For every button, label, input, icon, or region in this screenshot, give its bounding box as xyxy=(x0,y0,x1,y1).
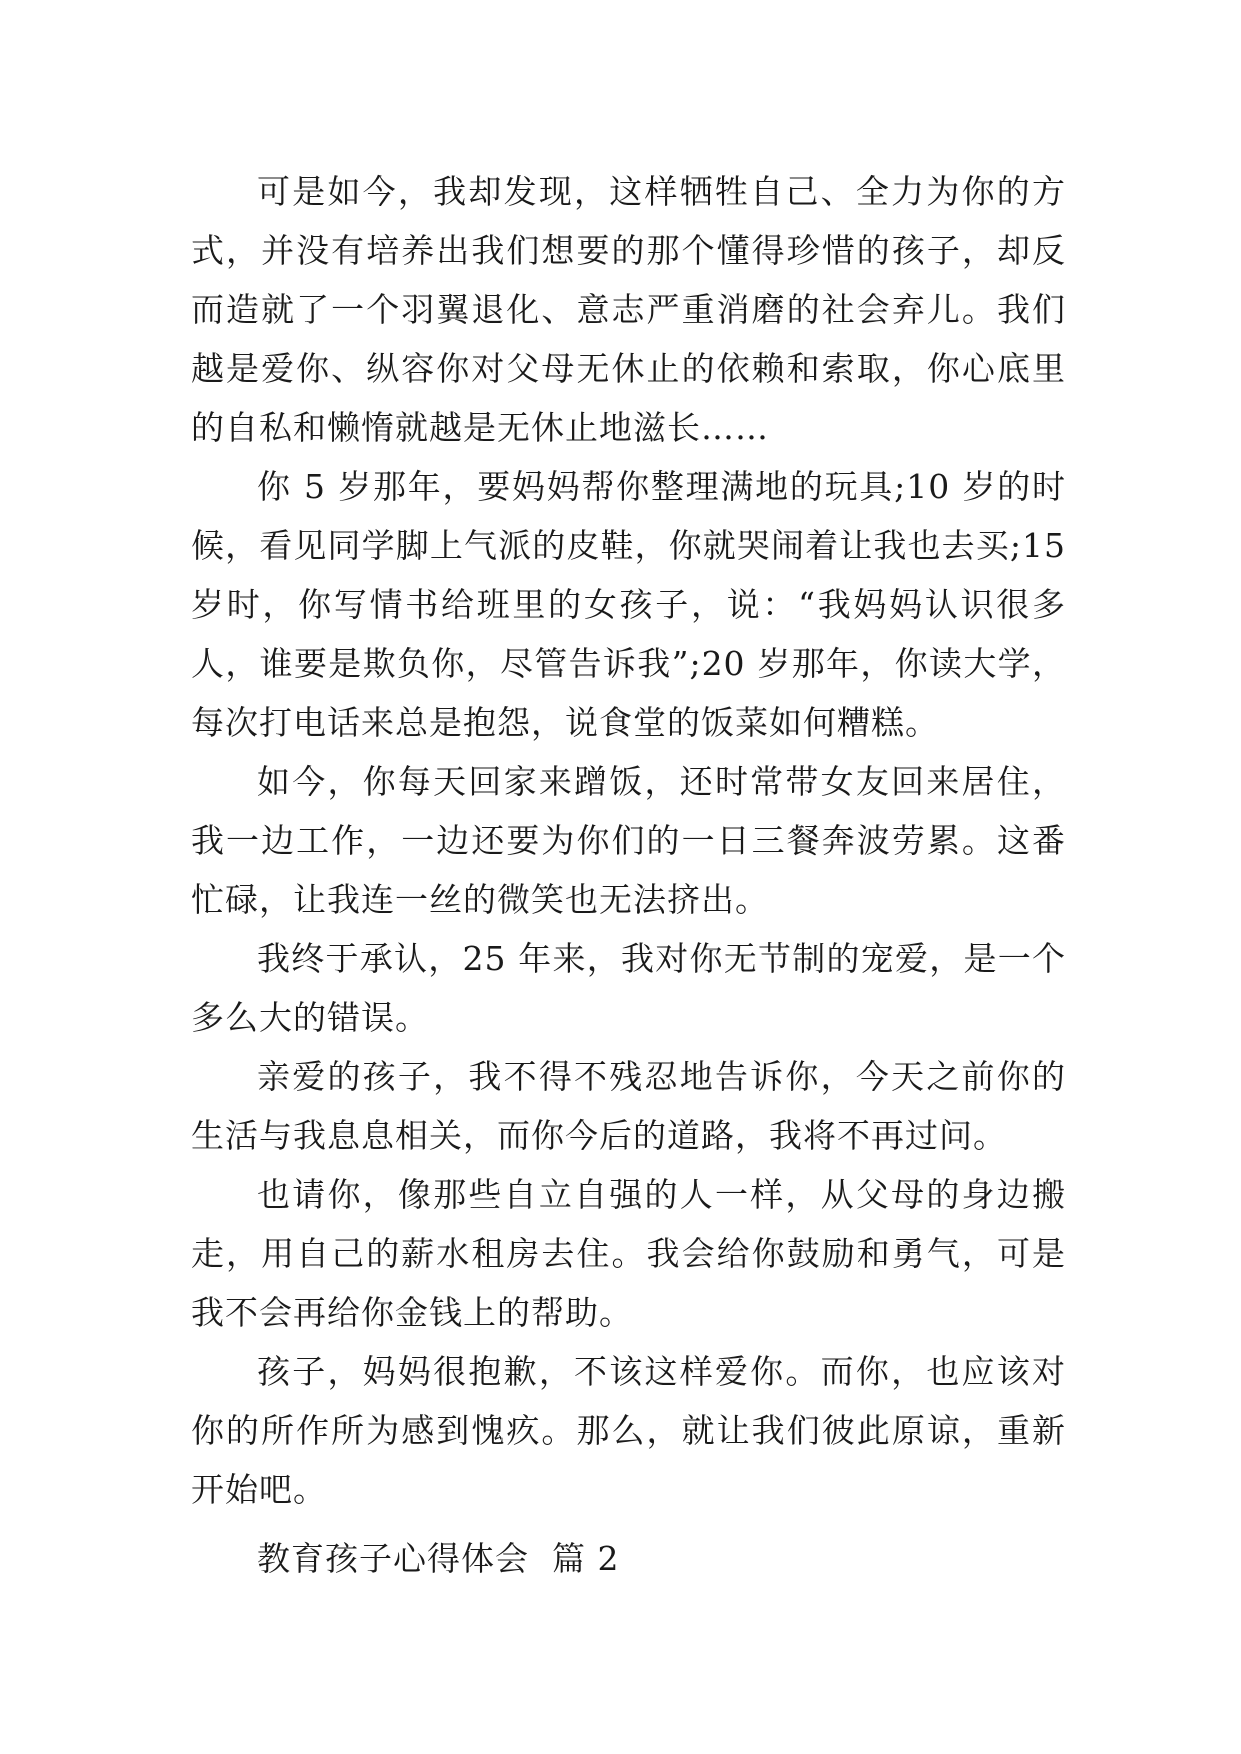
paragraph-1: 可是如今，我却发现，这样牺牲自己、全力为你的方式，并没有培养出我们想要的那个懂得珍惜的孩子，却反而造就了一个羽翼退化、意志严重消磨的社会弃儿。我们越是爱你、纵容你对父母无休止的依赖和索取，你心底里的自私和懒惰就越是无休止地滋长…… xyxy=(191,172,1066,447)
document-body xyxy=(191,162,1066,1588)
paragraph-7: 孩子，妈妈很抱歉，不该这样爱你。而你，也应该对你的所作所为感到愧疚。那么，就让我们彼此原谅，重新开始吧。 xyxy=(191,1352,1066,1509)
paragraph-4: 我终于承认，25 年来，我对你无节制的宠爱，是一个多么大的错误。 xyxy=(191,939,1066,1037)
paragraph-5: 亲爱的孩子，我不得不残忍地告诉你，今天之前你的生活与我息息相关，而你今后的道路，我将不再过问。 xyxy=(191,1057,1066,1155)
paragraph-6: 也请你，像那些自立自强的人一样，从父母的身边搬走，用自己的薪水租房去住。我会给你鼓励和勇气，可是我不会再给你金钱上的帮助。 xyxy=(191,1175,1066,1332)
paragraph-2: 你 5 岁那年，要妈妈帮你整理满地的玩具;10 岁的时候，看见同学脚上气派的皮鞋，你就哭闹着让我也去买;15 岁时，你写情书给班里的女孩子，说：“我妈妈认识很多人，谁要是欺负你，尽管告诉我”;20 岁那年，你读大学，每次打电话来总是抱怨，说食堂的饭菜如何糟糕。 xyxy=(191,467,1066,742)
section-heading: 教育孩子心得体会 篇 2 xyxy=(257,1539,620,1578)
paragraph-3: 如今，你每天回家来蹭饭，还时常带女友回来居住，我一边工作，一边还要为你们的一日三餐奔波劳累。这番忙碌，让我连一丝的微笑也无法挤出。 xyxy=(191,762,1066,919)
